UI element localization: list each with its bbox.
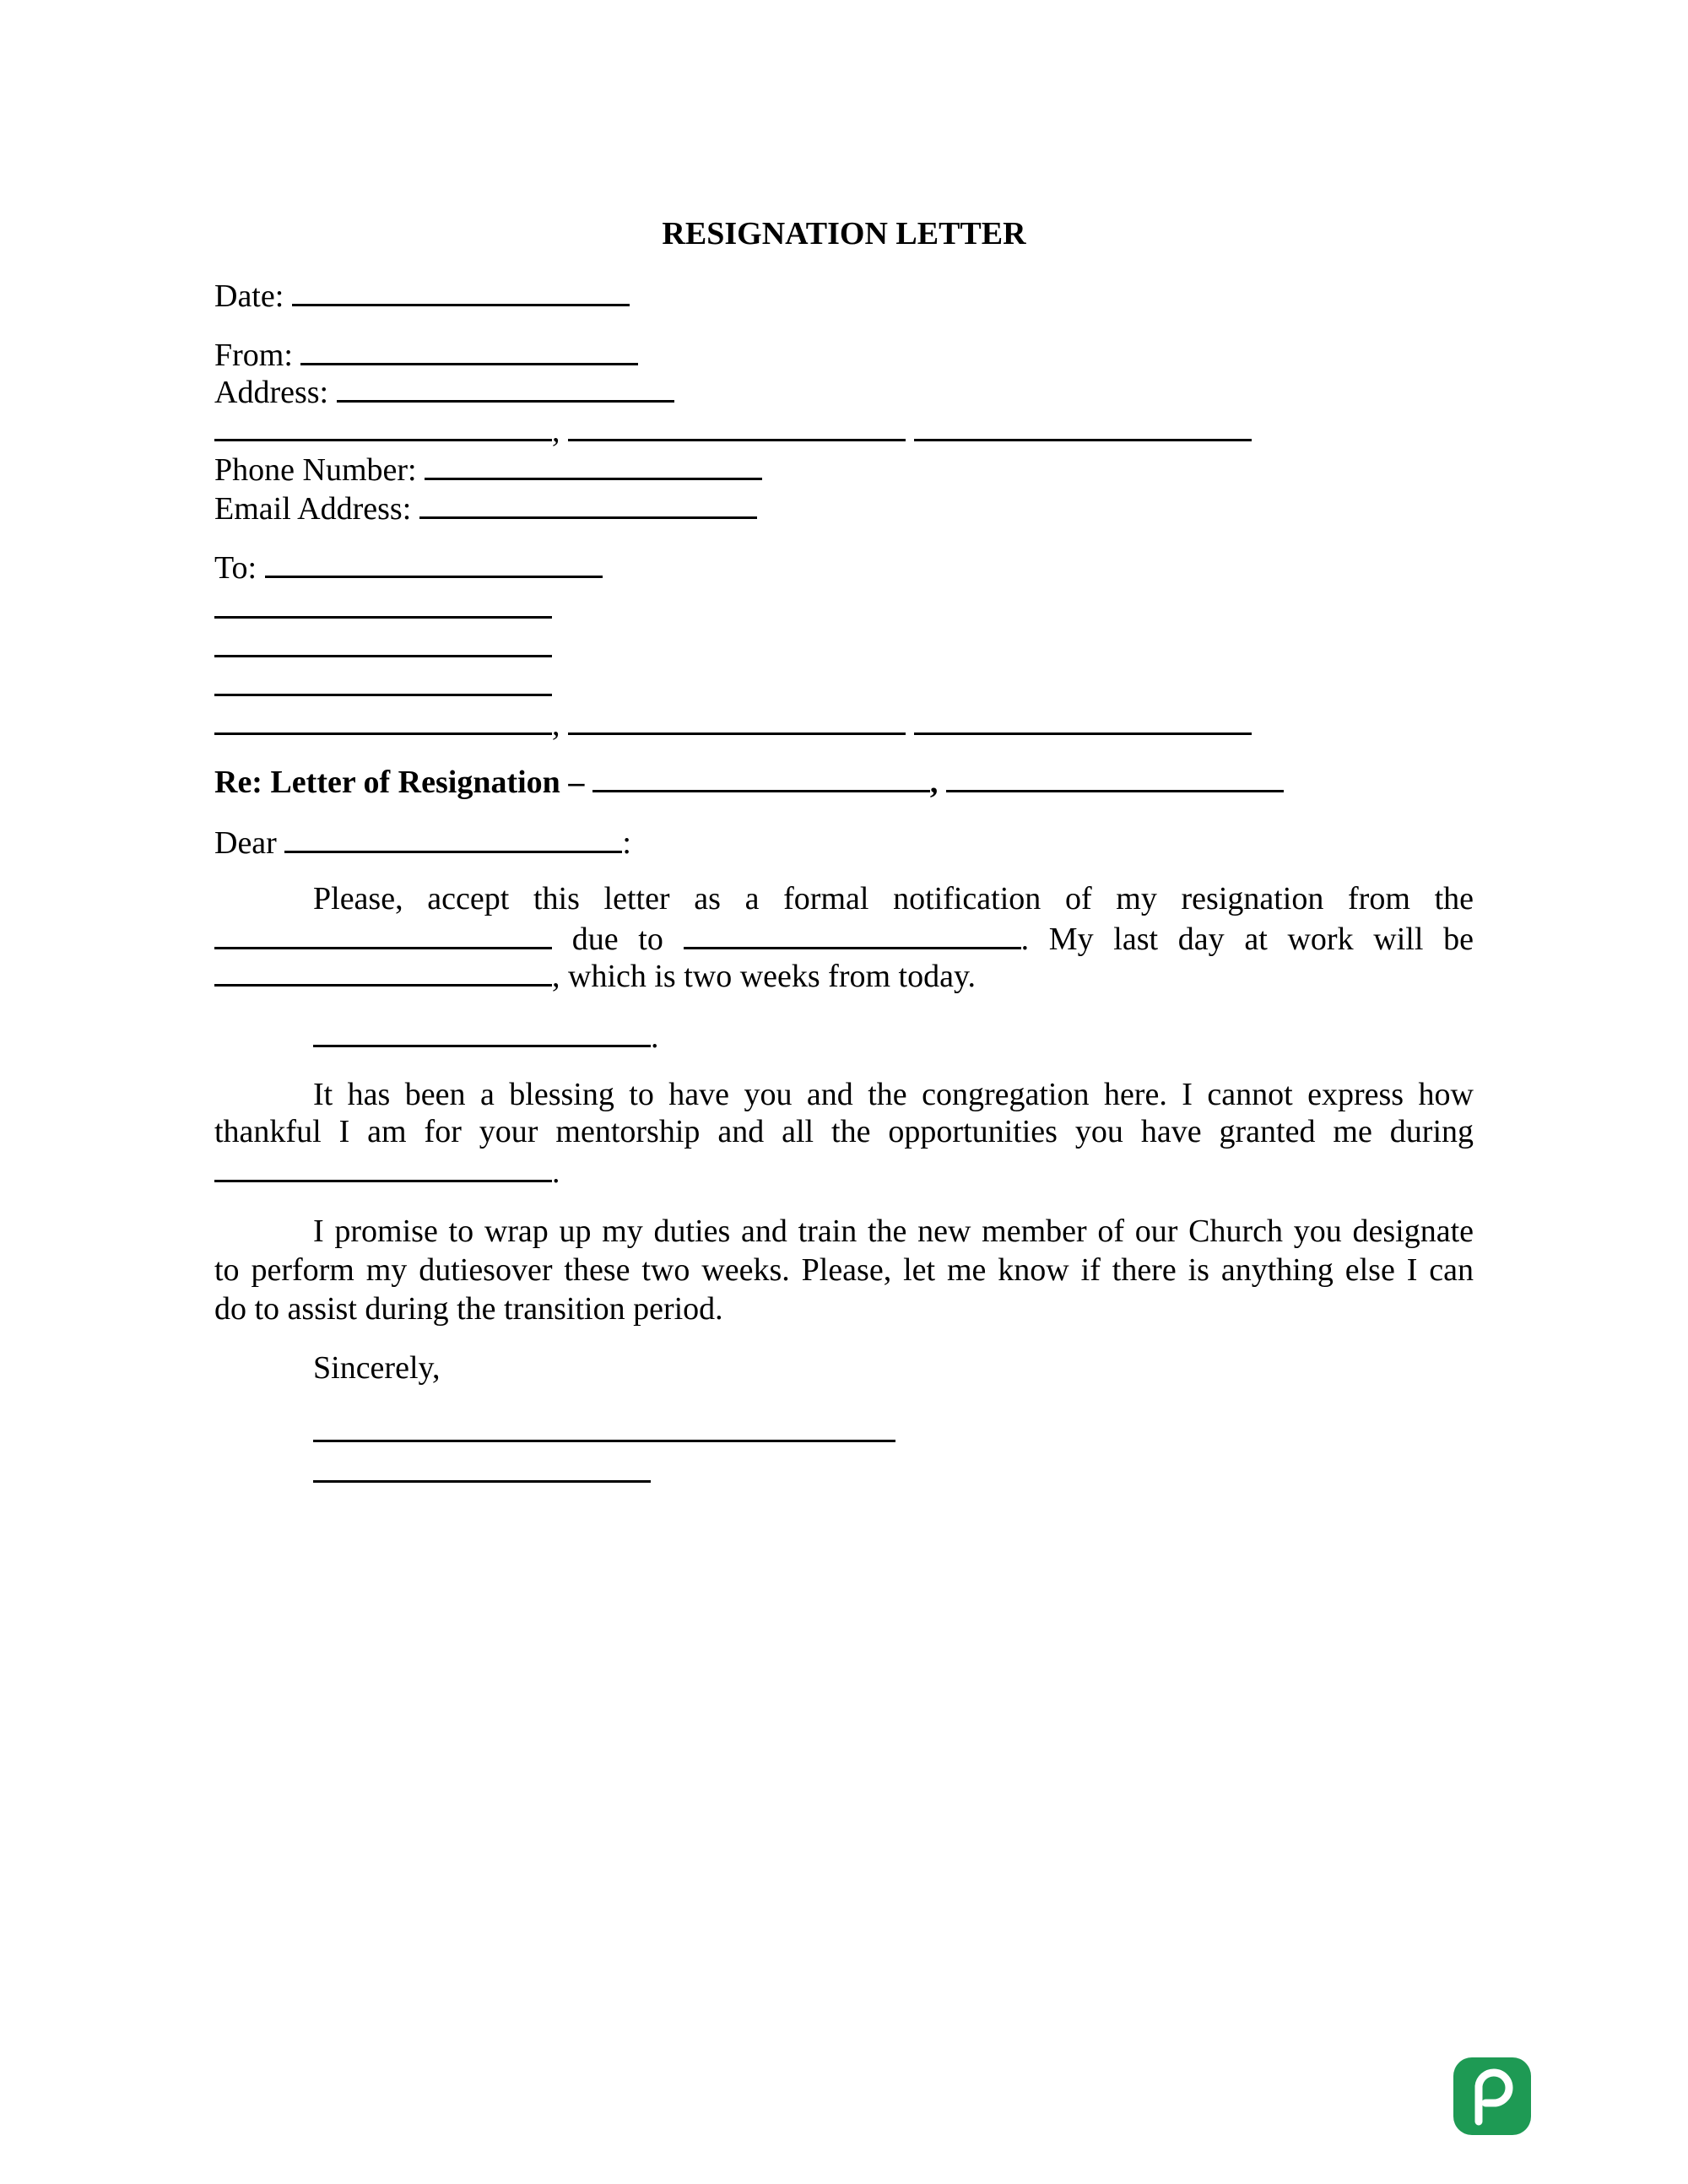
- state-blank[interactable]: [568, 414, 906, 441]
- paragraph-3-text-1: I promise to wrap up my duties and train the new member of our Church you designate: [313, 1214, 1474, 1249]
- p-logo-icon: [1453, 2057, 1531, 2135]
- paragraph-3-line-3: [214, 1293, 723, 1325]
- recipient-line-3: [214, 668, 552, 702]
- dear-label: Dear: [214, 825, 277, 861]
- last-day-blank[interactable]: [214, 959, 552, 987]
- address-label: Address:: [214, 375, 329, 410]
- recipient-line-1: [214, 591, 552, 624]
- from-label: From:: [214, 338, 293, 373]
- last-day-text: . My last day at work will be: [1020, 922, 1474, 957]
- recipient-name-blank[interactable]: [284, 825, 622, 853]
- church-name-blank[interactable]: [214, 922, 552, 949]
- additional-details-blank[interactable]: [313, 1019, 651, 1047]
- to-blank[interactable]: [265, 550, 603, 578]
- recipient-city-state-zip-line: [214, 707, 1252, 741]
- paragraph-2-line-2: [214, 1116, 1474, 1148]
- from-blank[interactable]: [300, 338, 638, 365]
- recipient-city-blank[interactable]: [214, 707, 552, 735]
- city-state-zip-line: [214, 414, 1252, 447]
- paragraph-3-line-2: [214, 1254, 1474, 1286]
- paragraph-1-text: Please, accept this letter as a formal notification of my resignation from the: [313, 881, 1474, 916]
- organization-blank[interactable]: [946, 765, 1284, 792]
- recipient-line-2: [214, 630, 552, 663]
- paragraph-3-text-3: do to assist during the transition period.: [214, 1291, 723, 1327]
- to-label: To:: [214, 550, 257, 586]
- email-line: [214, 491, 757, 525]
- printed-name-blank[interactable]: [313, 1455, 651, 1483]
- paragraph-2-line-3: [214, 1154, 560, 1188]
- closing: Sincerely,: [313, 1350, 441, 1386]
- comma: ,: [552, 707, 560, 743]
- address-line: [214, 375, 674, 408]
- email-label: Email Address:: [214, 491, 412, 527]
- additional-details-line: [313, 1019, 659, 1053]
- tenure-blank[interactable]: [214, 1154, 552, 1182]
- zip-blank[interactable]: [914, 414, 1252, 441]
- comma: ,: [929, 765, 939, 800]
- subject-line: [214, 765, 1284, 798]
- comma: ,: [552, 414, 560, 449]
- reason-blank[interactable]: [684, 922, 1021, 949]
- recipient-zip-blank[interactable]: [914, 707, 1252, 735]
- period: .: [651, 1019, 659, 1055]
- recipient-blank-1[interactable]: [214, 591, 552, 619]
- paragraph-3-text-2: to perform my dutiesover these two weeks. Please, let me know if there is anything else I can: [214, 1252, 1474, 1288]
- due-to-text: due to: [571, 922, 663, 957]
- recipient-state-blank[interactable]: [568, 707, 906, 735]
- paragraph-2-line-1: [214, 1078, 1474, 1111]
- address-blank[interactable]: [337, 375, 674, 403]
- paragraph-1-line-1: [214, 883, 1474, 915]
- paragraph-1-line-2: [214, 922, 1474, 955]
- city-blank[interactable]: [214, 414, 552, 441]
- paragraph-2-text-2: thankful I am for your mentorship and all the opportunities you have granted me during: [214, 1114, 1474, 1149]
- colon: :: [622, 825, 631, 861]
- phone-label: Phone Number:: [214, 452, 417, 488]
- position-blank[interactable]: [592, 765, 930, 792]
- signature-blank[interactable]: [313, 1414, 895, 1442]
- paragraph-2-text-1: It has been a blessing to have you and the congregation here. I cannot express how: [313, 1077, 1474, 1112]
- signature-line: [313, 1414, 895, 1448]
- period: .: [552, 1154, 560, 1190]
- subject-label: Re: Letter of Resignation –: [214, 765, 585, 800]
- date-line: [214, 278, 630, 312]
- recipient-blank-3[interactable]: [214, 668, 552, 696]
- recipient-blank-2[interactable]: [214, 630, 552, 657]
- email-blank[interactable]: [419, 491, 757, 519]
- date-label: Date:: [214, 278, 284, 314]
- phone-blank[interactable]: [425, 452, 762, 480]
- from-line: [214, 338, 638, 371]
- phone-line: [214, 452, 762, 486]
- salutation-line: [214, 825, 631, 859]
- to-line: [214, 550, 603, 584]
- date-blank[interactable]: [292, 278, 630, 306]
- paragraph-1-line-3: [214, 959, 976, 992]
- printed-name-line: [313, 1455, 651, 1489]
- letter-title: RESIGNATION LETTER: [662, 216, 1026, 251]
- p-logo-glyph: [1453, 2057, 1531, 2135]
- two-weeks-text: , which is two weeks from today.: [552, 959, 976, 994]
- paragraph-3-line-1: [214, 1215, 1474, 1247]
